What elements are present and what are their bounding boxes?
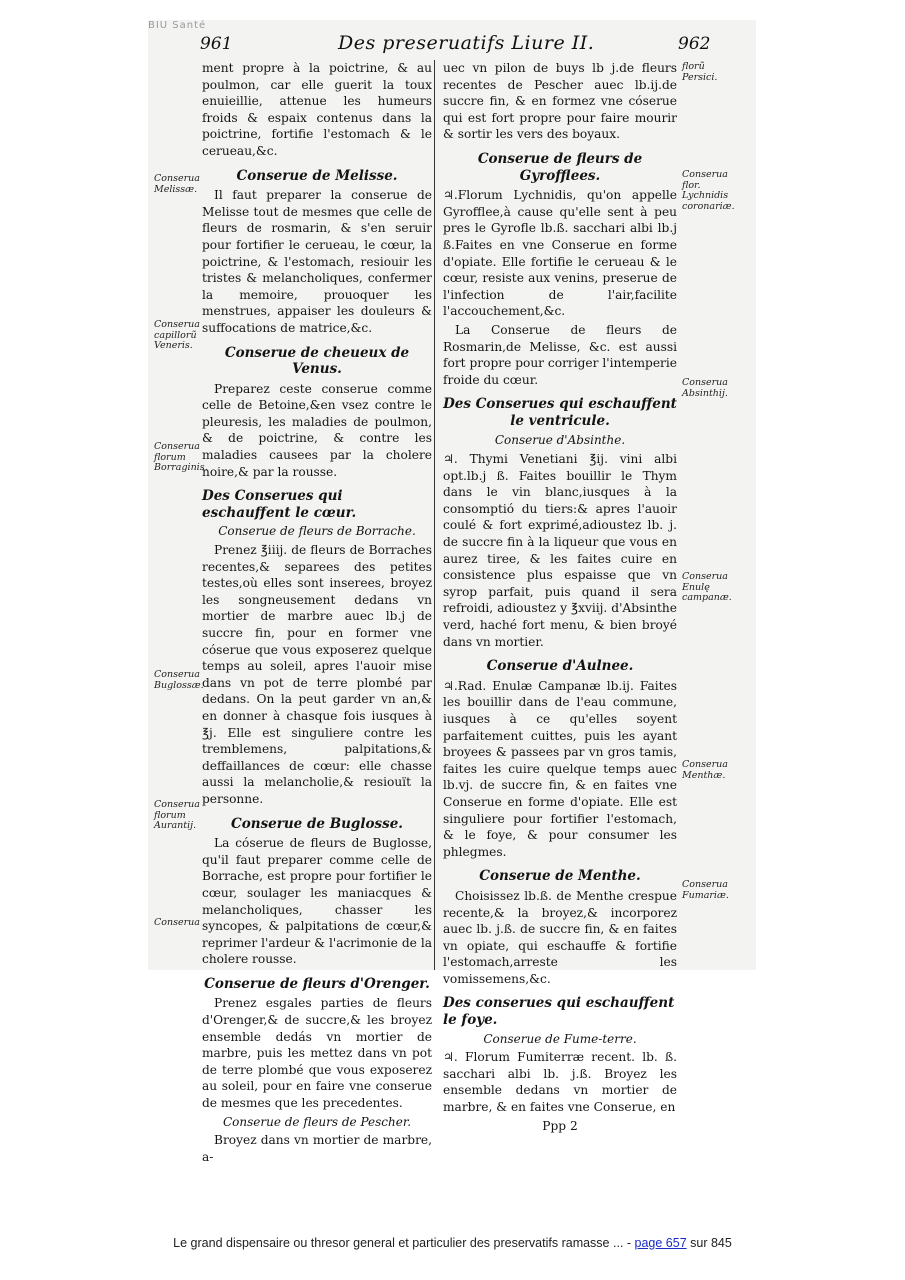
page-link[interactable]: page 657 <box>634 1236 687 1250</box>
chapter-heading: Des Conserues qui eschauffent le ventricule. <box>443 396 677 429</box>
sub-heading: Conserue de Fume-terre. <box>483 1031 637 1046</box>
section-heading: Conserue de cheueux de Venus. <box>224 344 410 378</box>
right-page-number: 962 <box>678 34 711 54</box>
caption-total: sur 845 <box>686 1236 732 1250</box>
paragraph: uec vn pilon de buys lb j.de fleurs recentes de Pescher auec lb.ij.de succre fin, & en formez vne cóserue qui est fort propre pour faire mourir & sortir les vers des boyaux. <box>443 61 677 142</box>
signature-mark: Ppp 2 <box>542 1118 578 1133</box>
paragraph: Il faut preparer la conserue de Melisse tout de mesmes que celle de fleurs de rosmarin, & s'en seruir pour fortifier le cerueau, le cœur, la poictrine, & l'estomach, resiouir les tristes & melancholiques, confermer la memoire, prouoquer les menstrues, appaiser les douleurs & suffocations de matrice,&c. <box>202 188 432 335</box>
margin-note: florũ Persici. <box>682 61 718 83</box>
paragraph: Prenez esgales parties de fleurs d'Orenger,& de succre,& les broyez ensemble dedás vn mortier de marbre, puis les mettez dans vn pot de terre plombé que vous exposerez au soleil, pour en faire vne conserue de mesmes que les precedentes. <box>202 996 432 1111</box>
watermark: BIU Santé <box>148 20 207 31</box>
margin-note: Conserua florum Borraginis. <box>154 441 208 473</box>
sub-heading: Conserue d'Absinthe. <box>494 433 626 448</box>
caption-title: Le grand dispensaire ou thresor general et particulier des preservatifs ramasse ... - <box>173 1236 635 1250</box>
section-heading: Conserue de Buglosse. <box>231 815 403 832</box>
section-heading: Conserue de fleurs de Gyrofflees. <box>477 150 643 184</box>
paragraph: Preparez ceste conserue comme celle de Betoine,&en vsez contre le pleuresis, les maladies de poulmon, & de poictrine, & contre les maladies causees par la cholere noire,& par la rousse. <box>202 381 432 479</box>
left-page-number: 961 <box>200 34 233 54</box>
margin-note: Conserua Enulę campanæ. <box>682 571 732 603</box>
section-heading: Conserue de fleurs d'Orenger. <box>204 975 430 992</box>
section-heading: Conserue de Melisse. <box>236 167 398 184</box>
margin-note: Conserua capillorũ Veneris. <box>154 319 200 351</box>
section-heading: Conserue de Menthe. <box>479 868 641 885</box>
margin-note: Conserua Absinthij. <box>682 377 728 399</box>
paragraph: ♃.Rad. Enulæ Campanæ lb.ij. Faites les bouillir dans de l'eau commune, iusques à ce qu'elles soyent parfaitement cuittes, puis les ayant broyees & passees par vn gros tamis, faites les cuire quelque temps auec lb.vj. de succre fin, & en faites vne Conserue en forme d'opiate. Elle est singuliere pour fortifier l'estomach, & le foye, & pour consumer les phlegmes. <box>443 678 677 859</box>
paragraph: ment propre à la poictrine, & au poulmon, car elle guerit la toux enuieillie, attenue les humeurs froids & espaix contenus dans la poictrine, fortifie l'estomach & le cerueau,&c. <box>202 61 432 158</box>
paragraph: ♃.Florum Lychnidis, qu'on appelle Gyrofflee,à cause qu'elle sent à peu pres le Gyrofle lb.ß. sacchari albi lb.j ß.Faites en vne Conserue en forme d'opiate. Elle fortifie le cerueau & le cœur, resiste aux venins, preserue de l'infection de l'air,facilite l'accouchement,&c. <box>443 188 677 319</box>
running-title: Des preseruatifs Liure II. <box>338 32 595 54</box>
right-column <box>443 60 677 1134</box>
column-divider <box>434 60 435 970</box>
left-column <box>202 60 432 1167</box>
margin-note: Conserua Melissæ. <box>154 173 200 195</box>
page-header <box>148 30 756 56</box>
section-heading: Conserue d'Aulnee. <box>486 658 634 675</box>
page-caption <box>0 1236 905 1250</box>
margin-note: Conserua Menthæ. <box>682 759 728 781</box>
margin-note: Conserua Fumariæ. <box>682 879 729 901</box>
paragraph: ♃. Florum Fumiterræ recent. lb. ß. sacchari albi lb. j.ß. Broyez les ensemble dedans vn mortier de marbre, & en faites vne Conserue, en <box>443 1050 677 1115</box>
margin-note: Conserua flor. Lychnidis coronariæ. <box>682 169 735 212</box>
margin-note: Conserua Buglossæ. <box>154 669 204 691</box>
margin-note: Conserua florum Aurantij. <box>154 799 200 831</box>
margin-note: Conserua <box>154 917 200 928</box>
chapter-heading: Des Conserues qui eschauffent le cœur. <box>202 488 357 521</box>
paragraph: La Conserue de fleurs de Rosmarin,de Melisse, &c. est aussi fort propre pour corriger l'intemperie froide du cœur. <box>443 322 677 387</box>
paragraph: Broyez dans vn mortier de marbre, a- <box>202 1133 432 1164</box>
paragraph: Choisissez lb.ß. de Menthe crespue recente,& la broyez,& incorporez auec lb. j.ß. de succre fin, & en faites vn opiate, qui eschauffe & fortifie l'estomach,arreste les vomissemens,&c. <box>443 888 677 986</box>
scanned-page <box>148 20 756 1164</box>
paragraph: La cóserue de fleurs de Buglosse, qu'il faut preparer comme celle de Borrache, est propre pour fortifier le cœur, soulager les maniacques & melancholiques, chasser les syncopes, & palpitations de cœur,& reprimer l'ardeur & l'acrimonie de la cholere rousse. <box>202 836 432 967</box>
paragraph: ♃. Thymi Venetiani ℥ij. vini albi opt.lb.j ß. Faites bouillir le Thym dans le vin blanc,iusques à la consomptió du tiers:& apres l'auoir coulé & fort exprimé,adioustez lb. j. de succre fin à la liqueur que vous en aurez tiree, & les faites cuire en consistence plus espaisse que vn syrop parfait, puis quand il sera refroidi, adioustez y ℥xviij. d'Absinthe verd, haché fort menu, & bien broyé dans vn mortier. <box>443 452 677 649</box>
sub-heading: Conserue de fleurs de Pescher. <box>222 1114 412 1129</box>
chapter-heading: Des conserues qui eschauffent le foye. <box>443 995 675 1029</box>
sub-heading: Conserue de fleurs de Borrache. <box>218 524 416 539</box>
paragraph: Prenez ℥iiij. de fleurs de Borraches recentes,& separees des petites testes,où elles sont inserees, broyez les songneusement dedans vn mortier de marbre auec lb.j de succre fin, pour en former vne cóserue que vous exposerez quelque temps au soleil, apres l'auoir mise dans vn pot de terre plombé par dedans. On la peut garder vn an,& en donner à chasque fois iusques à ℥j. Elle est singuliere contre les tremblemens, palpitations,& deffaillances de cœur: elle chasse aussi la melancholie,& resiouït la personne. <box>202 543 432 806</box>
